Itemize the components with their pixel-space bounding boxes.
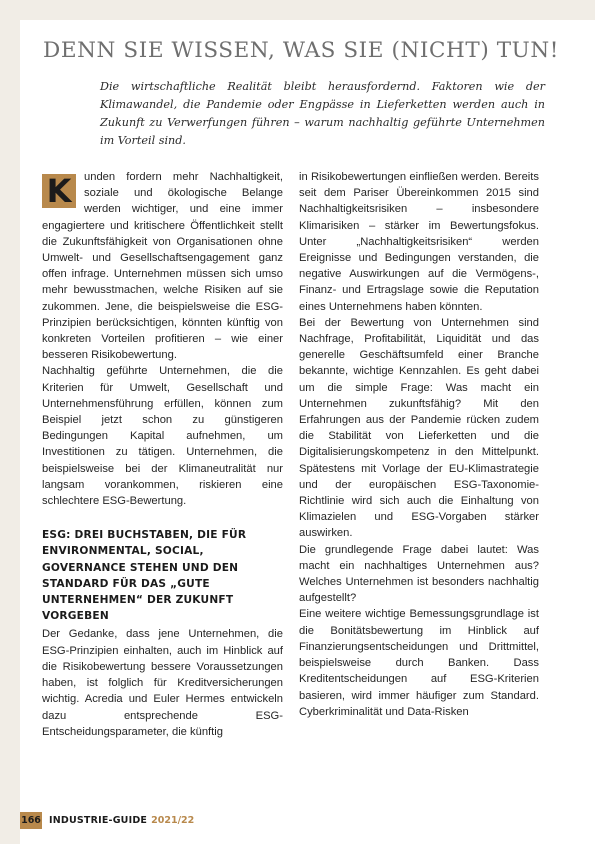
paragraph: Der Gedanke, dass jene Unternehmen, die ESG-Prinzipien einhalten, auch im Hinblick auf die Risikobewertung bessere Voraussetzungen haben, ist folglich für Kreditversicherungen wichtig. Acredia und Euler Hermes entwickeln dazu entsprechende ESG-Entscheidungsparameter, die künftig: [42, 628, 283, 738]
page-number: 166: [20, 812, 42, 829]
paragraph: Die grundlegende Frage dabei lautet: Was macht ein nachhaltiges Unternehmen aus? Welches Unternehmen ist besonders nachhaltig aufgestellt?: [299, 543, 539, 605]
section-heading: ESG: DREI BUCHSTABEN, DIE FÜR ENVIRONMENTAL, SOCIAL, GOVERNANCE STEHEN UND DEN STANDARD FÜR DAS „GUTE UNTERNEHMEN“ DER ZUKUNFT VORGEBEN: [42, 529, 247, 623]
right-column: [299, 169, 539, 720]
paragraph: Eine weitere wichtige Bemessungsgrundlage ist die Bonitätsbewertung im Hinblick auf Finanzierungsentscheidungen und Drittmittel, beispielsweise durch Banken. Dass Kreditentscheidungen auf ESG-Kriterien basieren, wird immer häufiger zum Standard. Cyberkriminalität und Data-Risken: [299, 608, 539, 718]
publication-title: INDUSTRIE-GUIDE: [49, 815, 148, 826]
dropcap-letter: K: [46, 172, 72, 210]
paragraph: Nachhaltig geführte Unternehmen, die die Kriterien für Umwelt, Gesellschaft und Unternehmensführung erfüllen, können zum Beispiel jetzt schon zu günstigeren Bedingungen Kapital aufnehmen, um Investitionen zu tätigen. Unternehmen, die beispielsweise bei der Klimaneutralität nur langsam vorankommen, riskieren eine schlechtere ESG-Bewertung.: [42, 365, 283, 508]
page-footer: [20, 812, 194, 829]
page-title: DENN SIE WISSEN, WAS SIE (NICHT) TUN!: [43, 38, 560, 63]
article-intro: Die wirtschaftliche Realität bleibt herausfordernd. Faktoren wie der Klimawandel, die Pandemie oder Engpässe in Lieferketten werden auch in Zukunft zu Verwerfungen führen – warum nachhaltig geführte Unternehmen im Vorteil sind.: [100, 80, 545, 147]
paragraph: unden fordern mehr Nachhaltigkeit, soziale und ökologische Belange werden wichtiger, und eine immer engagiertere und kritischere Öffentlichkeit stellt die Zukunftsfähigkeit von Organisationen ohne Umwelt- und Gesellschaftsengagement ganz offen infrage. Unternehmen müssen sich umso mehr bewusstmachen, welche Risiken auf sie zukommen. Jene, die beispielsweise die ESG-Prinzipien berücksichtigen, könnten künftig von konkreten Vorteilen profitieren – wie einer besseren Risikobewertung.: [42, 171, 283, 362]
paragraph: Bei der Bewertung von Unternehmen sind Nachfrage, Profitabilität, Liquidität und das generelle Geschäftsumfeld einer Branche bekannte, wichtige Kennzahlen. Es geht dabei um die simple Frage: Was macht ein Unternehmen zukunftsfähig? Mit den Erfahrungen aus der Pandemie rücken zudem die Stabilität von Lieferketten und die Digitalisierungskompetenz in den Mittelpunkt. Spätestens mit Vorlage der EU-Klimastrategie und der europäischen ESG-Taxonomie-Richtlinie wird sich auch die Einhaltung von Klimazielen und ESG-Vorgaben stärker auswirken.: [299, 316, 539, 540]
left-column: [42, 169, 283, 740]
publication-year: 2021/22: [151, 815, 195, 826]
dropcap-box: [42, 174, 76, 208]
paragraph: in Risikobewertungen einfließen werden. Bereits seit dem Pariser Übereinkommen 2015 sind Nachhaltigkeitsrisiken – insbesondere Klimarisiken – stärker im Bewertungsfokus. Unter „Nachhaltigkeitsrisiken“ werden Ereignisse und Bedingungen verstanden, die negative Auswirkungen auf die Vermögens-, Finanz- und Ertragslage sowie die Reputation eines Unternehmens haben könnten.: [299, 171, 539, 313]
